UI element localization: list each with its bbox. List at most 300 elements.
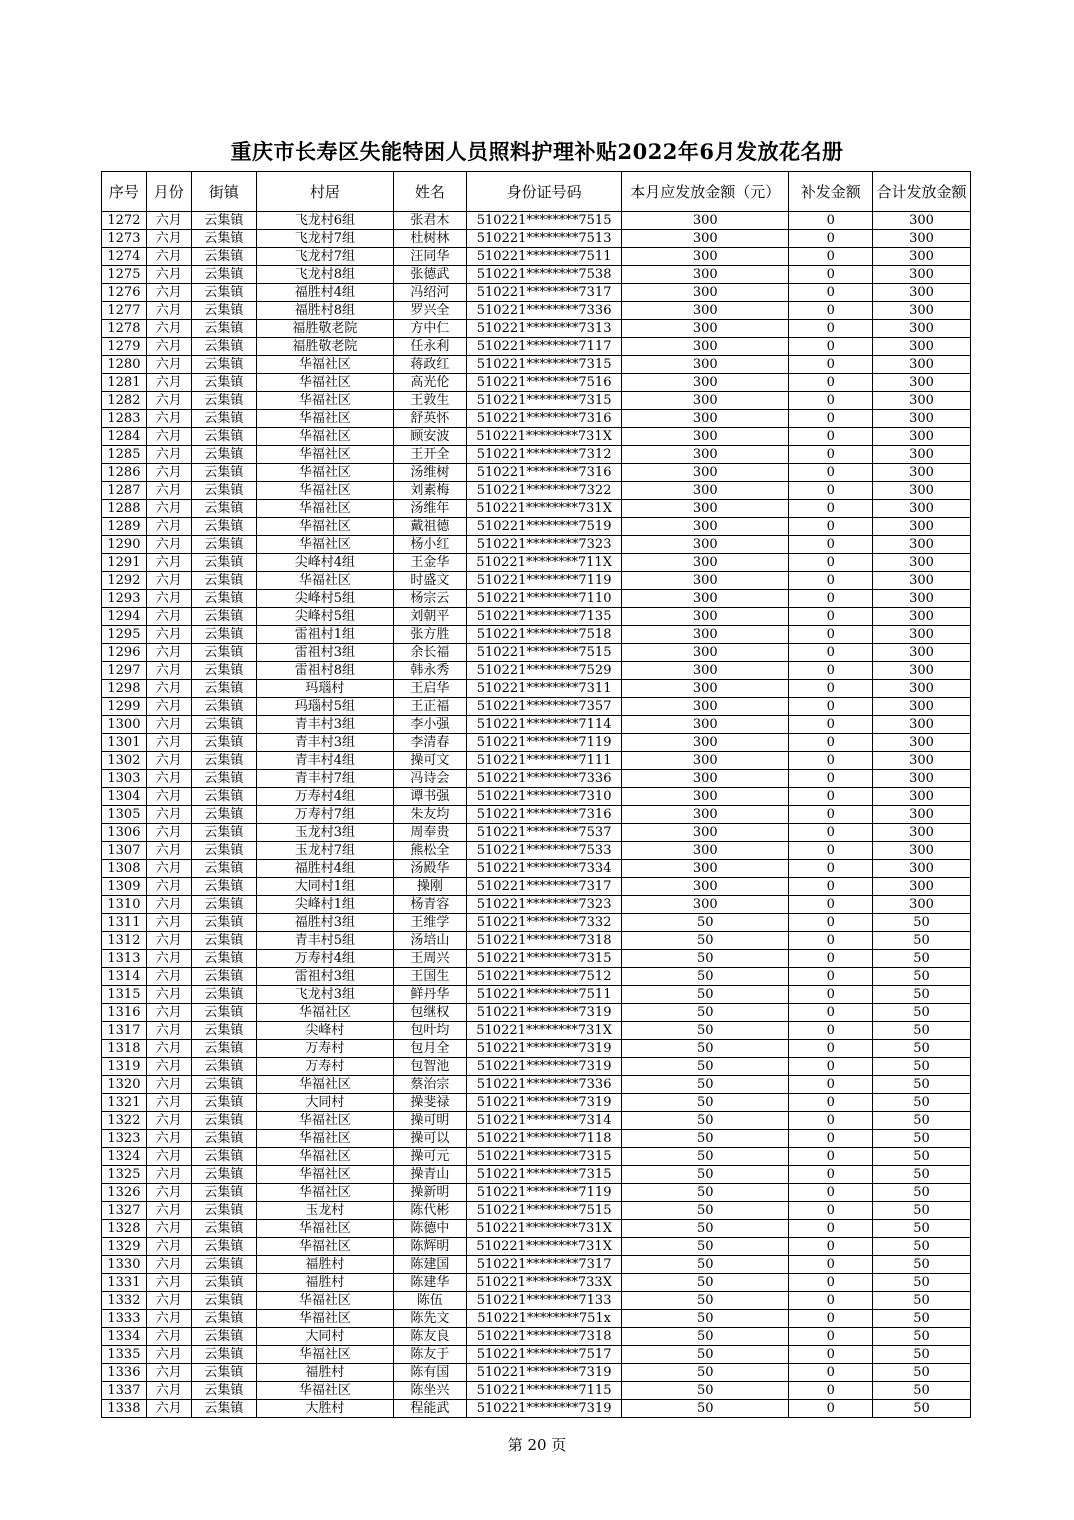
town-cell: 云集镇 [191,590,256,608]
id-number-cell: 510221********7336 [467,302,622,320]
table-row [102,212,971,230]
seq-cell: 1305 [102,806,147,824]
town-cell: 云集镇 [191,932,256,950]
name-cell: 顾安波 [393,428,466,446]
village-cell: 玉龙村 [257,1202,394,1220]
monthly-amount-cell: 50 [622,986,789,1004]
table-row [102,680,971,698]
supplement-amount-cell: 0 [789,1274,873,1292]
month-cell: 六月 [146,356,191,374]
village-cell: 青丰村3组 [257,734,394,752]
month-cell: 六月 [146,1184,191,1202]
name-cell: 罗兴全 [393,302,466,320]
id-number-cell: 510221********7319 [467,1004,622,1022]
total-amount-cell: 300 [873,788,971,806]
village-cell: 青丰村4组 [257,752,394,770]
village-cell: 华福社区 [257,500,394,518]
name-cell: 谭书强 [393,788,466,806]
village-cell: 青丰村3组 [257,716,394,734]
total-amount-cell: 300 [873,860,971,878]
month-cell: 六月 [146,554,191,572]
monthly-amount-cell: 300 [622,500,789,518]
village-cell: 玛瑙村5组 [257,698,394,716]
monthly-amount-cell: 50 [622,1238,789,1256]
table-row [102,518,971,536]
seq-cell: 1317 [102,1022,147,1040]
monthly-amount-cell: 50 [622,1022,789,1040]
village-cell: 福胜村3组 [257,914,394,932]
town-cell: 云集镇 [191,1382,256,1400]
name-cell: 鲜丹华 [393,986,466,1004]
seq-cell: 1303 [102,770,147,788]
name-cell: 王周兴 [393,950,466,968]
table-row [102,1022,971,1040]
total-amount-cell: 300 [873,356,971,374]
monthly-amount-cell: 300 [622,446,789,464]
supplement-amount-cell: 0 [789,266,873,284]
name-cell: 熊松全 [393,842,466,860]
supplement-amount-cell: 0 [789,644,873,662]
town-cell: 云集镇 [191,734,256,752]
seq-cell: 1304 [102,788,147,806]
total-amount-cell: 300 [873,446,971,464]
id-number-cell: 510221********7533 [467,842,622,860]
month-cell: 六月 [146,1292,191,1310]
seq-cell: 1295 [102,626,147,644]
table-row [102,428,971,446]
name-cell: 汤殿华 [393,860,466,878]
table-row [102,338,971,356]
id-number-cell: 510221********7511 [467,986,622,1004]
month-cell: 六月 [146,410,191,428]
village-cell: 华福社区 [257,1148,394,1166]
monthly-amount-cell: 50 [622,1166,789,1184]
village-cell: 华福社区 [257,572,394,590]
id-number-cell: 510221********731X [467,1022,622,1040]
seq-cell: 1334 [102,1328,147,1346]
month-cell: 六月 [146,248,191,266]
seq-cell: 1274 [102,248,147,266]
id-number-cell: 510221********7317 [467,284,622,302]
monthly-amount-cell: 300 [622,482,789,500]
supplement-amount-cell: 0 [789,338,873,356]
id-number-cell: 510221********7115 [467,1382,622,1400]
seq-cell: 1328 [102,1220,147,1238]
name-cell: 操可文 [393,752,466,770]
supplement-amount-cell: 0 [789,1040,873,1058]
village-cell: 万寿村 [257,1058,394,1076]
monthly-amount-cell: 50 [622,1184,789,1202]
village-cell: 万寿村4组 [257,950,394,968]
table-row [102,284,971,302]
name-cell: 方中仁 [393,320,466,338]
village-cell: 华福社区 [257,482,394,500]
town-cell: 云集镇 [191,230,256,248]
name-cell: 王国生 [393,968,466,986]
monthly-amount-cell: 50 [622,1130,789,1148]
monthly-amount-cell: 50 [622,1040,789,1058]
seq-cell: 1277 [102,302,147,320]
id-number-cell: 510221********731X [467,1238,622,1256]
month-cell: 六月 [146,932,191,950]
supplement-amount-cell: 0 [789,212,873,230]
monthly-amount-cell: 300 [622,788,789,806]
month-cell: 六月 [146,302,191,320]
supplement-amount-cell: 0 [789,1004,873,1022]
seq-cell: 1336 [102,1364,147,1382]
total-amount-cell: 50 [873,1076,971,1094]
seq-cell: 1279 [102,338,147,356]
village-cell: 福胜敬老院 [257,320,394,338]
town-cell: 云集镇 [191,1094,256,1112]
village-cell: 尖峰村5组 [257,590,394,608]
town-cell: 云集镇 [191,428,256,446]
monthly-amount-cell: 300 [622,608,789,626]
name-cell: 陈有国 [393,1364,466,1382]
table-row [102,392,971,410]
month-cell: 六月 [146,914,191,932]
village-cell: 大胜村 [257,1400,394,1418]
town-cell: 云集镇 [191,986,256,1004]
monthly-amount-cell: 300 [622,806,789,824]
name-cell: 汤维年 [393,500,466,518]
table-row [102,1202,971,1220]
name-cell: 张君木 [393,212,466,230]
town-cell: 云集镇 [191,1166,256,1184]
id-number-cell: 510221********7319 [467,1040,622,1058]
id-number-cell: 510221********7110 [467,590,622,608]
header-supplement-amount: 补发金额 [789,172,873,212]
month-cell: 六月 [146,1166,191,1184]
village-cell: 大同村 [257,1094,394,1112]
monthly-amount-cell: 300 [622,752,789,770]
monthly-amount-cell: 50 [622,1346,789,1364]
month-cell: 六月 [146,824,191,842]
total-amount-cell: 300 [873,536,971,554]
town-cell: 云集镇 [191,1202,256,1220]
total-amount-cell: 300 [873,518,971,536]
village-cell: 雷祖村1组 [257,626,394,644]
header-name: 姓名 [393,172,466,212]
seq-cell: 1311 [102,914,147,932]
village-cell: 华福社区 [257,1112,394,1130]
seq-cell: 1306 [102,824,147,842]
supplement-amount-cell: 0 [789,734,873,752]
name-cell: 程能武 [393,1400,466,1418]
monthly-amount-cell: 300 [622,770,789,788]
supplement-amount-cell: 0 [789,968,873,986]
supplement-amount-cell: 0 [789,896,873,914]
month-cell: 六月 [146,788,191,806]
town-cell: 云集镇 [191,1076,256,1094]
supplement-amount-cell: 0 [789,698,873,716]
supplement-amount-cell: 0 [789,1148,873,1166]
table-row [102,1112,971,1130]
village-cell: 华福社区 [257,428,394,446]
name-cell: 王开全 [393,446,466,464]
monthly-amount-cell: 50 [622,914,789,932]
supplement-amount-cell: 0 [789,986,873,1004]
id-number-cell: 510221********7518 [467,626,622,644]
id-number-cell: 510221********7111 [467,752,622,770]
village-cell: 福胜敬老院 [257,338,394,356]
town-cell: 云集镇 [191,752,256,770]
supplement-amount-cell: 0 [789,572,873,590]
seq-cell: 1299 [102,698,147,716]
table-row [102,608,971,626]
roster-table [101,171,971,1418]
seq-cell: 1307 [102,842,147,860]
month-cell: 六月 [146,1382,191,1400]
monthly-amount-cell: 50 [622,1256,789,1274]
seq-cell: 1316 [102,1004,147,1022]
monthly-amount-cell: 50 [622,968,789,986]
name-cell: 操刚 [393,878,466,896]
total-amount-cell: 50 [873,1022,971,1040]
id-number-cell: 510221********7336 [467,770,622,788]
total-amount-cell: 300 [873,752,971,770]
town-cell: 云集镇 [191,896,256,914]
seq-cell: 1283 [102,410,147,428]
monthly-amount-cell: 50 [622,1220,789,1238]
name-cell: 包智池 [393,1058,466,1076]
total-amount-cell: 300 [873,662,971,680]
total-amount-cell: 50 [873,968,971,986]
town-cell: 云集镇 [191,788,256,806]
town-cell: 云集镇 [191,608,256,626]
town-cell: 云集镇 [191,806,256,824]
month-cell: 六月 [146,1094,191,1112]
town-cell: 云集镇 [191,482,256,500]
town-cell: 云集镇 [191,1130,256,1148]
village-cell: 大同村 [257,1328,394,1346]
seq-cell: 1337 [102,1382,147,1400]
total-amount-cell: 300 [873,608,971,626]
name-cell: 蔡治宗 [393,1076,466,1094]
table-row [102,1040,971,1058]
total-amount-cell: 300 [873,428,971,446]
seq-cell: 1325 [102,1166,147,1184]
table-row [102,356,971,374]
id-number-cell: 510221********7315 [467,1148,622,1166]
table-row [102,248,971,266]
month-cell: 六月 [146,1310,191,1328]
name-cell: 时盛文 [393,572,466,590]
village-cell: 华福社区 [257,1220,394,1238]
total-amount-cell: 50 [873,1346,971,1364]
town-cell: 云集镇 [191,446,256,464]
town-cell: 云集镇 [191,1004,256,1022]
monthly-amount-cell: 50 [622,1076,789,1094]
seq-cell: 1286 [102,464,147,482]
seq-cell: 1314 [102,968,147,986]
id-number-cell: 510221********7511 [467,248,622,266]
total-amount-cell: 300 [873,554,971,572]
monthly-amount-cell: 50 [622,1058,789,1076]
supplement-amount-cell: 0 [789,950,873,968]
month-cell: 六月 [146,518,191,536]
total-amount-cell: 50 [873,1184,971,1202]
id-number-cell: 510221********7334 [467,860,622,878]
header-monthly-amount: 本月应发放金额（元） [622,172,789,212]
village-cell: 华福社区 [257,1004,394,1022]
supplement-amount-cell: 0 [789,1130,873,1148]
id-number-cell: 510221********7322 [467,482,622,500]
town-cell: 云集镇 [191,1310,256,1328]
monthly-amount-cell: 300 [622,302,789,320]
name-cell: 王金华 [393,554,466,572]
seq-cell: 1287 [102,482,147,500]
village-cell: 华福社区 [257,446,394,464]
monthly-amount-cell: 300 [622,392,789,410]
seq-cell: 1300 [102,716,147,734]
name-cell: 刘朝平 [393,608,466,626]
name-cell: 冯诗会 [393,770,466,788]
month-cell: 六月 [146,1346,191,1364]
monthly-amount-cell: 300 [622,860,789,878]
id-number-cell: 510221********7319 [467,1364,622,1382]
village-cell: 尖峰村1组 [257,896,394,914]
village-cell: 雷祖村8组 [257,662,394,680]
month-cell: 六月 [146,716,191,734]
seq-cell: 1318 [102,1040,147,1058]
total-amount-cell: 300 [873,320,971,338]
total-amount-cell: 300 [873,410,971,428]
town-cell: 云集镇 [191,392,256,410]
seq-cell: 1280 [102,356,147,374]
id-number-cell: 510221********7318 [467,932,622,950]
id-number-cell: 510221********7114 [467,716,622,734]
town-cell: 云集镇 [191,500,256,518]
month-cell: 六月 [146,1022,191,1040]
town-cell: 云集镇 [191,1112,256,1130]
month-cell: 六月 [146,878,191,896]
month-cell: 六月 [146,1004,191,1022]
month-cell: 六月 [146,1328,191,1346]
supplement-amount-cell: 0 [789,1292,873,1310]
id-number-cell: 510221********7515 [467,1202,622,1220]
total-amount-cell: 50 [873,1364,971,1382]
supplement-amount-cell: 0 [789,1310,873,1328]
table-row [102,1220,971,1238]
id-number-cell: 510221********7311 [467,680,622,698]
table-row [102,1346,971,1364]
header-id-number: 身份证号码 [467,172,622,212]
seq-cell: 1320 [102,1076,147,1094]
total-amount-cell: 300 [873,230,971,248]
id-number-cell: 510221********751x [467,1310,622,1328]
id-number-cell: 510221********731X [467,500,622,518]
town-cell: 云集镇 [191,1256,256,1274]
seq-cell: 1302 [102,752,147,770]
id-number-cell: 510221********7319 [467,1058,622,1076]
supplement-amount-cell: 0 [789,1256,873,1274]
header-village: 村居 [257,172,394,212]
total-amount-cell: 50 [873,1292,971,1310]
supplement-amount-cell: 0 [789,554,873,572]
supplement-amount-cell: 0 [789,230,873,248]
supplement-amount-cell: 0 [789,428,873,446]
seq-cell: 1322 [102,1112,147,1130]
town-cell: 云集镇 [191,410,256,428]
supplement-amount-cell: 0 [789,680,873,698]
supplement-amount-cell: 0 [789,248,873,266]
total-amount-cell: 300 [873,716,971,734]
table-row [102,464,971,482]
table-row [102,698,971,716]
town-cell: 云集镇 [191,338,256,356]
page-number: 第 20 页 [507,1436,567,1454]
total-amount-cell: 300 [873,482,971,500]
supplement-amount-cell: 0 [789,1400,873,1418]
month-cell: 六月 [146,608,191,626]
seq-cell: 1288 [102,500,147,518]
supplement-amount-cell: 0 [789,500,873,518]
id-number-cell: 510221********7315 [467,392,622,410]
header-month: 月份 [146,172,191,212]
town-cell: 云集镇 [191,320,256,338]
monthly-amount-cell: 300 [622,464,789,482]
total-amount-cell: 50 [873,950,971,968]
seq-cell: 1312 [102,932,147,950]
name-cell: 王启华 [393,680,466,698]
name-cell: 李清春 [393,734,466,752]
total-amount-cell: 50 [873,1400,971,1418]
table-row [102,824,971,842]
total-amount-cell: 50 [873,1166,971,1184]
name-cell: 高光伦 [393,374,466,392]
seq-cell: 1330 [102,1256,147,1274]
village-cell: 华福社区 [257,464,394,482]
supplement-amount-cell: 0 [789,320,873,338]
total-amount-cell: 300 [873,464,971,482]
id-number-cell: 510221********7537 [467,824,622,842]
id-number-cell: 510221********7119 [467,572,622,590]
supplement-amount-cell: 0 [789,806,873,824]
month-cell: 六月 [146,428,191,446]
name-cell: 陈友良 [393,1328,466,1346]
id-number-cell: 510221********7313 [467,320,622,338]
table-row [102,590,971,608]
village-cell: 飞龙村7组 [257,230,394,248]
total-amount-cell: 300 [873,374,971,392]
month-cell: 六月 [146,536,191,554]
town-cell: 云集镇 [191,302,256,320]
monthly-amount-cell: 300 [622,536,789,554]
name-cell: 操新明 [393,1184,466,1202]
id-number-cell: 510221********7516 [467,374,622,392]
total-amount-cell: 300 [873,698,971,716]
town-cell: 云集镇 [191,554,256,572]
month-cell: 六月 [146,230,191,248]
name-cell: 刘素梅 [393,482,466,500]
id-number-cell: 510221********7316 [467,464,622,482]
town-cell: 云集镇 [191,680,256,698]
month-cell: 六月 [146,1076,191,1094]
month-cell: 六月 [146,986,191,1004]
name-cell: 韩永秀 [393,662,466,680]
name-cell: 陈先文 [393,1310,466,1328]
seq-cell: 1293 [102,590,147,608]
town-cell: 云集镇 [191,266,256,284]
table-row [102,230,971,248]
name-cell: 戴祖德 [393,518,466,536]
seq-cell: 1282 [102,392,147,410]
supplement-amount-cell: 0 [789,824,873,842]
monthly-amount-cell: 300 [622,518,789,536]
town-cell: 云集镇 [191,1328,256,1346]
month-cell: 六月 [146,1130,191,1148]
